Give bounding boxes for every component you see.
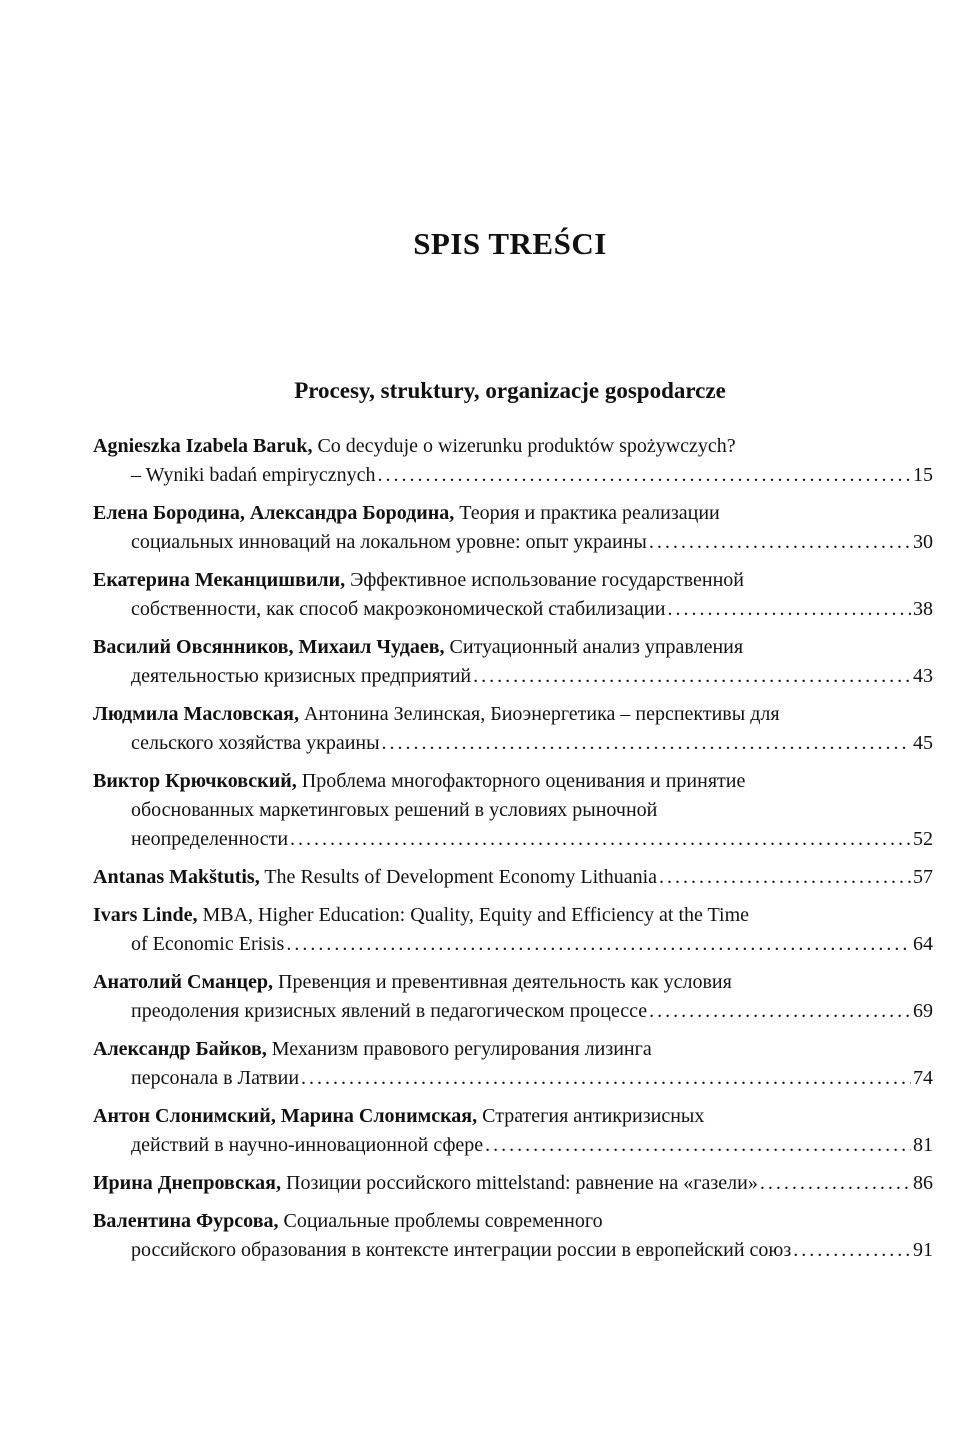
toc-entry-title: неопределенности [131,828,289,850]
toc-entry-author: Agnieszka Izabela Baruk, [93,435,313,457]
toc-entry-text [131,1064,299,1093]
toc-entry-text [93,1038,652,1060]
toc-entry [93,863,933,892]
toc-entry-author: Людмила Масловская, [93,703,299,725]
dot-leader [649,997,911,1026]
toc-entry-title: Механизм правового регулирования лизинга [271,1038,652,1060]
toc-entry [93,432,933,490]
toc-entry-text [93,863,657,892]
toc-entry-text [131,930,284,959]
toc-entry [93,901,933,959]
toc-entry-author: Александр Байков, [93,1038,267,1060]
toc-entry-text [131,1131,483,1160]
dot-leader [760,1169,911,1198]
toc-entry-text [131,799,657,821]
toc-entry-title: действий в научно-инновационной сфере [131,1134,484,1156]
dot-leader [301,1064,911,1093]
toc-entry [93,633,933,691]
toc-entry-author: Виктор Крючковский, [93,770,297,792]
toc-entry-title: сельского хозяйства украины [131,732,380,754]
toc-entry-title: Стратегия антикризисных [482,1105,705,1127]
toc-entry-title: Теория и практика реализации [459,502,720,524]
toc-entry-last-line [93,729,933,758]
dot-leader [377,461,911,490]
toc-entry-text [93,502,720,524]
section-title: Procesy, struktury, organizacje gospodarcze [294,378,726,403]
toc-entry-last-line [93,595,933,624]
toc-entry [93,1035,933,1093]
page-number: 74 [913,1067,933,1089]
toc-entry-last-line [93,662,933,691]
toc-entry-last-line [93,930,933,959]
toc-entry-author: Анатолий Сманцер, [93,971,273,993]
toc-entry [93,1207,933,1265]
toc-entry-title: Превенция и превентивная деятельность как условия [278,971,732,993]
toc-entry [93,968,933,1026]
toc-entry-last-line [93,528,933,557]
toc-entry-title: of Economic Erisis [131,933,285,955]
page-number: 64 [913,933,933,955]
toc-entry-last-line [93,1236,933,1265]
toc-entry-last-line [93,997,933,1026]
page-number: 86 [913,1172,933,1194]
toc-entry-line [93,1102,933,1131]
toc-entry-title: обоснованных маркетинговых решений в условиях рыночной [131,799,658,821]
toc-entry-title: социальных инноваций на локальном уровне: опыт украины [131,531,647,553]
toc-entry [93,566,933,624]
toc-entry-line [93,700,933,729]
dot-leader [286,930,911,959]
toc-entry-text [131,528,647,557]
toc-entry-title: Проблема многофакторного оценивания и принятие [301,770,746,792]
toc-entry-author: Валентина Фурсова, [93,1210,279,1232]
page-number: 81 [913,1134,933,1156]
toc-entry-text [93,703,780,725]
page-number: 30 [913,531,933,553]
toc-entry-text [93,1210,603,1232]
toc-entry-author: Екатерина Меканцишвили, [93,569,346,591]
toc-entry-last-line [93,863,933,892]
toc-entry-title: The Results of Development Economy Lithuania [264,866,658,888]
toc-entry-text [93,569,744,591]
toc-entry-line [93,566,933,595]
toc-entry [93,700,933,758]
dot-leader [793,1236,911,1265]
dot-leader [659,863,911,892]
toc-entry-line [93,1035,933,1064]
dot-leader [382,729,911,758]
toc-entry-title: Ситуационный анализ управления [449,636,744,658]
table-of-contents [93,432,933,1274]
toc-entry-text [131,825,288,854]
toc-entry [93,1169,933,1198]
dot-leader [473,662,911,691]
toc-entry-text [131,662,471,691]
page-number: 15 [913,464,933,486]
toc-entry-text [131,595,665,624]
toc-entry-author: Antanas Makštutis, [93,866,260,888]
toc-entry-title: Co decyduje o wizerunku produktów spożywczych? [317,435,736,457]
toc-entry [93,1102,933,1160]
toc-entry-author: Антон Слонимский, Марина Слонимская, [93,1105,478,1127]
toc-entry-title: Эффективное использование государственной [350,569,744,591]
toc-entry-text [131,997,647,1026]
page-number: 45 [913,732,933,754]
toc-entry [93,767,933,854]
page-number: 52 [913,828,933,850]
toc-entry-title: Антонина Зелинская, Биоэнергетика – перспективы для [303,703,780,725]
toc-entry-title: деятельностью кризисных предприятий [131,665,472,687]
page-title: SPIS TREŚCI [413,226,607,261]
toc-entry-text [93,1169,758,1198]
toc-entry-text [131,729,380,758]
toc-entry-last-line [93,1131,933,1160]
toc-entry-title: собственности, как способ макроэкономической стабилизации [131,598,666,620]
toc-entry-text [93,1105,704,1127]
toc-entry-author: Василий Овсянников, Михаил Чудаев, [93,636,445,658]
toc-entry-line [93,499,933,528]
toc-entry-text [93,904,749,926]
toc-entry-last-line [93,825,933,854]
toc-entry-line [93,901,933,930]
toc-entry-line [93,968,933,997]
page-number: 91 [913,1239,933,1261]
toc-entry-title: Социальные проблемы современного [283,1210,603,1232]
toc-entry-last-line [93,461,933,490]
page-number: 43 [913,665,933,687]
toc-entry-title: российского образования в контексте интеграции россии в европейский союз [131,1239,792,1261]
toc-entry-title: преодоления кризисных явлений в педагогическом процессе [131,1000,648,1022]
toc-entry-text [93,770,745,792]
toc-entry-line [93,432,933,461]
dot-leader [485,1131,911,1160]
toc-entry-title: – Wyniki badań empirycznych [131,464,376,486]
toc-entry-text [93,971,732,993]
toc-entry-author: Ирина Днепровская, [93,1172,281,1194]
toc-entry-author: Елена Бородина, Александра Бородина, [93,502,455,524]
toc-entry-title: Позиции российского mittelstand: равнение на «газели» [286,1172,758,1194]
toc-entry [93,499,933,557]
toc-entry-title: MBA, Higher Education: Quality, Equity and Efficiency at the Time [202,904,750,926]
dot-leader [667,595,911,624]
toc-entry-last-line [93,1064,933,1093]
toc-entry-line [93,1207,933,1236]
page-number: 69 [913,1000,933,1022]
page-number: 38 [913,598,933,620]
toc-entry-line [93,767,933,796]
toc-entry-text [131,461,375,490]
toc-entry-text [93,636,743,658]
page-number: 57 [913,866,933,888]
toc-entry-text [131,1236,791,1265]
toc-entry-line [93,796,933,825]
toc-entry-last-line [93,1169,933,1198]
dot-leader [290,825,911,854]
dot-leader [649,528,911,557]
toc-entry-author: Ivars Linde, [93,904,198,926]
toc-entry-title: персонала в Латвии [131,1067,300,1089]
toc-entry-text [93,435,736,457]
toc-entry-line [93,633,933,662]
